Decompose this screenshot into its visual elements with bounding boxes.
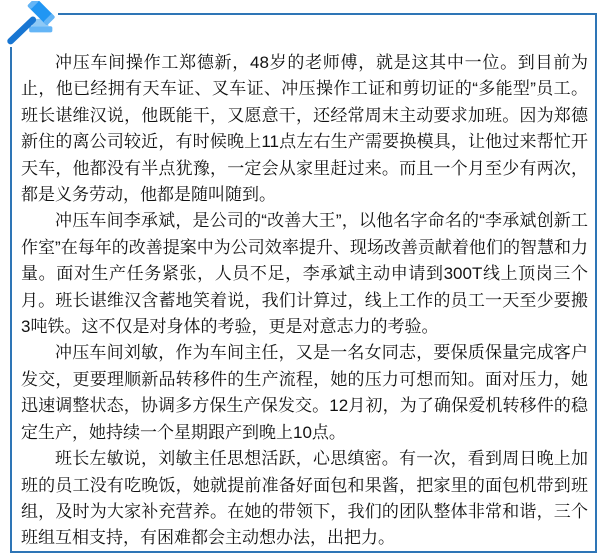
article-body <box>21 50 588 552</box>
paragraph: 冲压车间刘敏，作为车间主任，又是一名女同志，要保质保量完成客户发交，更要理顺新品转移件的生产流程，她的压力可想而知。面对压力，她迅速调整状态，协调多方保生产保发交。12月初，为了确保爱机转移件的稳定生产，她持续一个星期跟产到晚上10点。 <box>21 343 588 442</box>
gavel-icon <box>5 1 57 46</box>
paragraph: 冲压车间李承斌，是公司的“改善大王”，以他名字命名的“李承斌创新工作室”在每年的改善提案中为公司效率提升、现场改善贡献着他们的智慧和力量。面对生产任务紧张，人员不足，李承斌主动申请到300T线上顶岗三个月。班长谌维汉含蓄地笑着说，我们计算过，线上工作的员工一天至少要搬3吨铁。这不仅是对身体的考验，更是对意志力的考验。 <box>21 211 588 337</box>
paragraph: 冲压车间操作工郑德新，48岁的老师傅，就是这其中一位。到目前为止，他已经拥有天车证、叉车证、冲压操作工证和剪切证的“多能型”员工。班长谌维汉说，他既能干，又愿意干，还经常周末主动要求加班。因为郑德新住的离公司较近，有时候晚上11点左右生产需要换模具，让他过来帮忙开天车，他都没有半点犹豫，一定会从家里赶过来。而且一个月至少有两次，都是义务劳动，他都是随叫随到。 <box>21 53 588 205</box>
paragraph: 班长左敏说，刘敏主任思想活跃，心思缜密。有一次，看到周日晚上加班的员工没有吃晚饭，她就提前准备好面包和果酱，把家里的面包机带到班组，及时为大家补充营养。在她的带领下，我们的团队整体非常和谐，三个班组互相支持，有困难都会主动想办法，出把力。 <box>21 449 588 548</box>
